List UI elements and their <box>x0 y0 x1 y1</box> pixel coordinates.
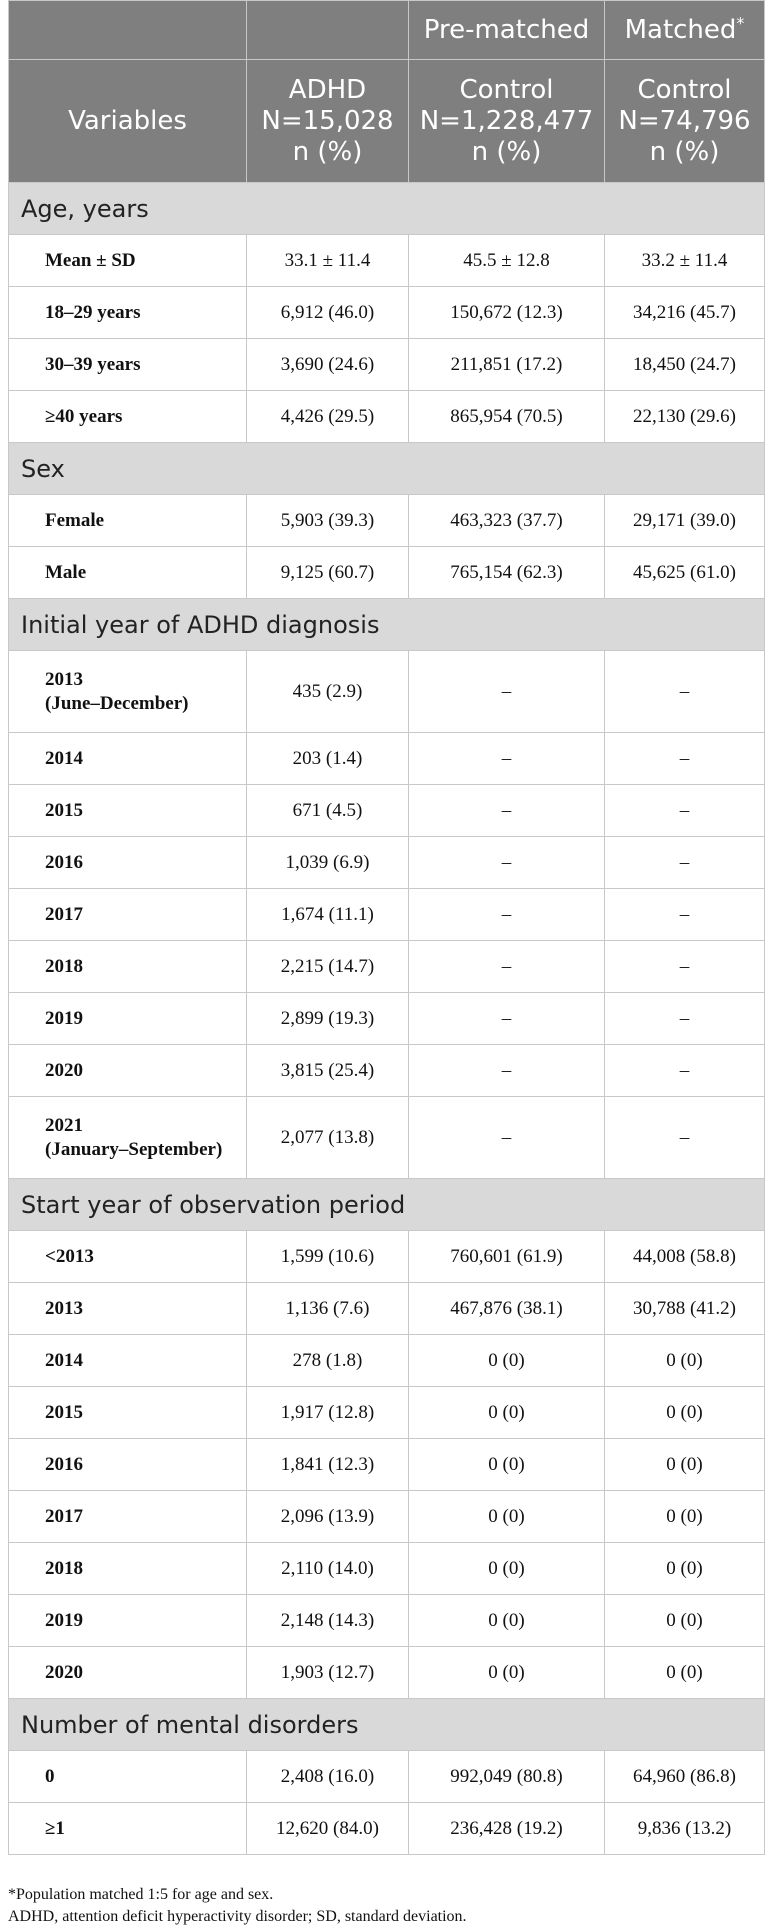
table-row <box>9 339 765 391</box>
row-label-text: Mean ± SD <box>45 249 136 271</box>
cell-adhd: 12,620 (84.0) <box>247 1803 409 1855</box>
row-label-text: Female <box>45 509 105 531</box>
row-label <box>9 941 247 993</box>
section-header-row <box>9 1699 765 1751</box>
cell-control-matched: – <box>605 993 765 1045</box>
row-label <box>9 547 247 599</box>
cell-control-pre: 45.5 ± 12.8 <box>409 235 605 287</box>
header-pre-matched: Pre-matched <box>409 1 605 60</box>
table-row <box>9 941 765 993</box>
row-label-text: 2016 <box>45 1453 83 1475</box>
header-adhd-line: ADHD <box>288 74 367 105</box>
row-label <box>9 1647 247 1699</box>
row-label <box>9 1595 247 1647</box>
cell-control-pre: 865,954 (70.5) <box>409 391 605 443</box>
header-row-group <box>9 1 765 60</box>
cell-control-pre: 467,876 (38.1) <box>409 1283 605 1335</box>
row-label-text: 2014 <box>45 1349 83 1371</box>
cell-control-pre: – <box>409 889 605 941</box>
table-container <box>8 0 764 1855</box>
table-row <box>9 785 765 837</box>
table-row <box>9 1439 765 1491</box>
cell-control-pre: 0 (0) <box>409 1647 605 1699</box>
cell-control-pre: – <box>409 733 605 785</box>
cell-adhd: 33.1 ± 11.4 <box>247 235 409 287</box>
cell-adhd: 1,674 (11.1) <box>247 889 409 941</box>
row-label-text: 2019 <box>45 1007 83 1029</box>
row-label-text: 2018 <box>45 955 83 977</box>
row-label-text: 2021 <box>45 1114 83 1136</box>
table-row <box>9 1283 765 1335</box>
cell-control-matched: 33.2 ± 11.4 <box>605 235 765 287</box>
cell-control-pre: – <box>409 941 605 993</box>
header-control-pre <box>409 60 605 183</box>
cell-control-pre: 0 (0) <box>409 1543 605 1595</box>
cell-control-pre: – <box>409 785 605 837</box>
section-title: Initial year of ADHD diagnosis <box>9 599 765 651</box>
row-label <box>9 651 247 733</box>
cell-adhd: 2,110 (14.0) <box>247 1543 409 1595</box>
header-control-pre-line: N=1,228,477 <box>419 105 594 136</box>
cell-control-matched: 0 (0) <box>605 1647 765 1699</box>
table-row <box>9 1803 765 1855</box>
cell-adhd: 1,903 (12.7) <box>247 1647 409 1699</box>
cell-control-pre: 0 (0) <box>409 1335 605 1387</box>
row-label-text: Male <box>45 561 87 583</box>
footnotes <box>8 1884 764 1928</box>
row-label-subtext: (January–September) <box>45 1138 223 1160</box>
cell-adhd: 435 (2.9) <box>247 651 409 733</box>
header-control-matched-line: n (%) <box>649 136 720 167</box>
section-header-row <box>9 183 765 235</box>
row-label-text: ≥1 <box>45 1817 65 1839</box>
row-label <box>9 1231 247 1283</box>
cell-control-matched: – <box>605 889 765 941</box>
header-control-matched-line: Control <box>637 74 732 105</box>
row-label-text: 2015 <box>45 1401 83 1423</box>
cell-adhd: 671 (4.5) <box>247 785 409 837</box>
cell-adhd: 3,815 (25.4) <box>247 1045 409 1097</box>
header-matched-footnote-mark: * <box>736 12 745 32</box>
cell-control-matched: – <box>605 733 765 785</box>
cell-adhd: 2,899 (19.3) <box>247 993 409 1045</box>
table-row <box>9 889 765 941</box>
cell-control-matched: 0 (0) <box>605 1543 765 1595</box>
cell-control-matched: 18,450 (24.7) <box>605 339 765 391</box>
table-row <box>9 993 765 1045</box>
cell-adhd: 6,912 (46.0) <box>247 287 409 339</box>
table-row <box>9 651 765 733</box>
cell-control-matched: 0 (0) <box>605 1439 765 1491</box>
row-label <box>9 1045 247 1097</box>
header-variables: Variables <box>9 60 247 183</box>
section-header-row <box>9 599 765 651</box>
row-label-text: 2013 <box>45 1297 83 1319</box>
cell-adhd: 2,077 (13.8) <box>247 1097 409 1179</box>
row-label <box>9 733 247 785</box>
header-blank-cell <box>247 1 409 60</box>
table-row <box>9 1045 765 1097</box>
cell-control-matched: 0 (0) <box>605 1491 765 1543</box>
row-label <box>9 785 247 837</box>
row-label <box>9 1387 247 1439</box>
header-control-pre-line: Control <box>459 74 554 105</box>
cell-control-matched: – <box>605 941 765 993</box>
cell-control-matched: 22,130 (29.6) <box>605 391 765 443</box>
row-label <box>9 1335 247 1387</box>
cell-adhd: 9,125 (60.7) <box>247 547 409 599</box>
table-row <box>9 1491 765 1543</box>
row-label <box>9 1491 247 1543</box>
cell-adhd: 2,215 (14.7) <box>247 941 409 993</box>
table-row <box>9 547 765 599</box>
row-label <box>9 287 247 339</box>
cell-control-pre: 0 (0) <box>409 1387 605 1439</box>
cell-control-matched: 0 (0) <box>605 1595 765 1647</box>
header-row-columns <box>9 60 765 183</box>
table-row <box>9 1335 765 1387</box>
cell-adhd: 1,039 (6.9) <box>247 837 409 889</box>
table-row <box>9 495 765 547</box>
cell-control-matched: 30,788 (41.2) <box>605 1283 765 1335</box>
cell-adhd: 1,917 (12.8) <box>247 1387 409 1439</box>
cell-control-matched: – <box>605 651 765 733</box>
header-control-matched-line: N=74,796 <box>618 105 751 136</box>
section-title: Age, years <box>9 183 765 235</box>
cell-adhd: 1,841 (12.3) <box>247 1439 409 1491</box>
cell-adhd: 278 (1.8) <box>247 1335 409 1387</box>
row-label <box>9 391 247 443</box>
row-label <box>9 339 247 391</box>
cell-control-matched: – <box>605 1097 765 1179</box>
cell-control-pre: 463,323 (37.7) <box>409 495 605 547</box>
cell-control-pre: – <box>409 1097 605 1179</box>
section-title: Sex <box>9 443 765 495</box>
cell-control-matched: 29,171 (39.0) <box>605 495 765 547</box>
header-adhd-line: N=15,028 <box>261 105 394 136</box>
row-label-text: 30–39 years <box>45 353 141 375</box>
characteristics-table <box>8 0 765 1855</box>
cell-control-pre: – <box>409 993 605 1045</box>
cell-adhd: 2,096 (13.9) <box>247 1491 409 1543</box>
table-row <box>9 1097 765 1179</box>
table-row <box>9 287 765 339</box>
row-label-text: 2016 <box>45 851 83 873</box>
row-label-text: 2019 <box>45 1609 83 1631</box>
cell-control-pre: 0 (0) <box>409 1439 605 1491</box>
cell-adhd: 5,903 (39.3) <box>247 495 409 547</box>
table-row <box>9 837 765 889</box>
row-label-text: 0 <box>45 1765 55 1787</box>
row-label <box>9 495 247 547</box>
cell-control-pre: 992,049 (80.8) <box>409 1751 605 1803</box>
cell-adhd: 1,136 (7.6) <box>247 1283 409 1335</box>
header-blank-cell <box>9 1 247 60</box>
table-row <box>9 1387 765 1439</box>
cell-control-pre: – <box>409 651 605 733</box>
row-label-subtext: (June–December) <box>45 692 189 714</box>
header-adhd-line: n (%) <box>292 136 363 167</box>
table-row <box>9 733 765 785</box>
cell-adhd: 3,690 (24.6) <box>247 339 409 391</box>
table-row <box>9 1751 765 1803</box>
section-header-row <box>9 443 765 495</box>
cell-control-matched: – <box>605 785 765 837</box>
cell-control-matched: 9,836 (13.2) <box>605 1803 765 1855</box>
section-title: Number of mental disorders <box>9 1699 765 1751</box>
row-label-text: 2015 <box>45 799 83 821</box>
row-label-text: 2017 <box>45 1505 83 1527</box>
header-control-pre-line: n (%) <box>471 136 542 167</box>
section-header-row <box>9 1179 765 1231</box>
row-label <box>9 837 247 889</box>
row-label-text: ≥40 years <box>45 405 123 427</box>
cell-control-matched: 45,625 (61.0) <box>605 547 765 599</box>
row-label <box>9 889 247 941</box>
header-matched-label: Matched <box>624 14 737 45</box>
cell-control-pre: 236,428 (19.2) <box>409 1803 605 1855</box>
cell-adhd: 1,599 (10.6) <box>247 1231 409 1283</box>
cell-control-pre: 765,154 (62.3) <box>409 547 605 599</box>
cell-control-pre: – <box>409 837 605 889</box>
cell-adhd: 203 (1.4) <box>247 733 409 785</box>
table-row <box>9 1231 765 1283</box>
footnote-matching: *Population matched 1:5 for age and sex. <box>8 1886 274 1903</box>
row-label <box>9 1283 247 1335</box>
cell-control-matched: 0 (0) <box>605 1335 765 1387</box>
cell-adhd: 2,148 (14.3) <box>247 1595 409 1647</box>
cell-control-pre: 0 (0) <box>409 1491 605 1543</box>
row-label <box>9 1439 247 1491</box>
table-row <box>9 1647 765 1699</box>
row-label <box>9 1751 247 1803</box>
cell-control-pre: 760,601 (61.9) <box>409 1231 605 1283</box>
cell-control-matched: – <box>605 837 765 889</box>
cell-control-matched: 0 (0) <box>605 1387 765 1439</box>
row-label-text: 2014 <box>45 747 83 769</box>
cell-control-pre: 150,672 (12.3) <box>409 287 605 339</box>
row-label-text: 2020 <box>45 1661 83 1683</box>
cell-control-pre: – <box>409 1045 605 1097</box>
row-label-text: 18–29 years <box>45 301 141 323</box>
cell-control-matched: 44,008 (58.8) <box>605 1231 765 1283</box>
table-row <box>9 391 765 443</box>
row-label <box>9 1543 247 1595</box>
row-label-text: 2018 <box>45 1557 83 1579</box>
header-control-matched <box>605 60 765 183</box>
row-label <box>9 1803 247 1855</box>
cell-control-pre: 211,851 (17.2) <box>409 339 605 391</box>
row-label-text: <2013 <box>45 1245 94 1267</box>
table-row <box>9 235 765 287</box>
row-label-text: 2020 <box>45 1059 83 1081</box>
row-label <box>9 1097 247 1179</box>
cell-control-matched: 64,960 (86.8) <box>605 1751 765 1803</box>
cell-adhd: 4,426 (29.5) <box>247 391 409 443</box>
table-row <box>9 1543 765 1595</box>
table-row <box>9 1595 765 1647</box>
footnote-abbreviations: ADHD, attention deficit hyperactivity disorder; SD, standard deviation. <box>8 1908 467 1925</box>
section-title: Start year of observation period <box>9 1179 765 1231</box>
cell-control-pre: 0 (0) <box>409 1595 605 1647</box>
header-matched <box>605 1 765 60</box>
row-label-text: 2013 <box>45 668 83 690</box>
row-label <box>9 993 247 1045</box>
cell-control-matched: 34,216 (45.7) <box>605 287 765 339</box>
row-label-text: 2017 <box>45 903 83 925</box>
cell-control-matched: – <box>605 1045 765 1097</box>
cell-adhd: 2,408 (16.0) <box>247 1751 409 1803</box>
header-adhd <box>247 60 409 183</box>
row-label <box>9 235 247 287</box>
